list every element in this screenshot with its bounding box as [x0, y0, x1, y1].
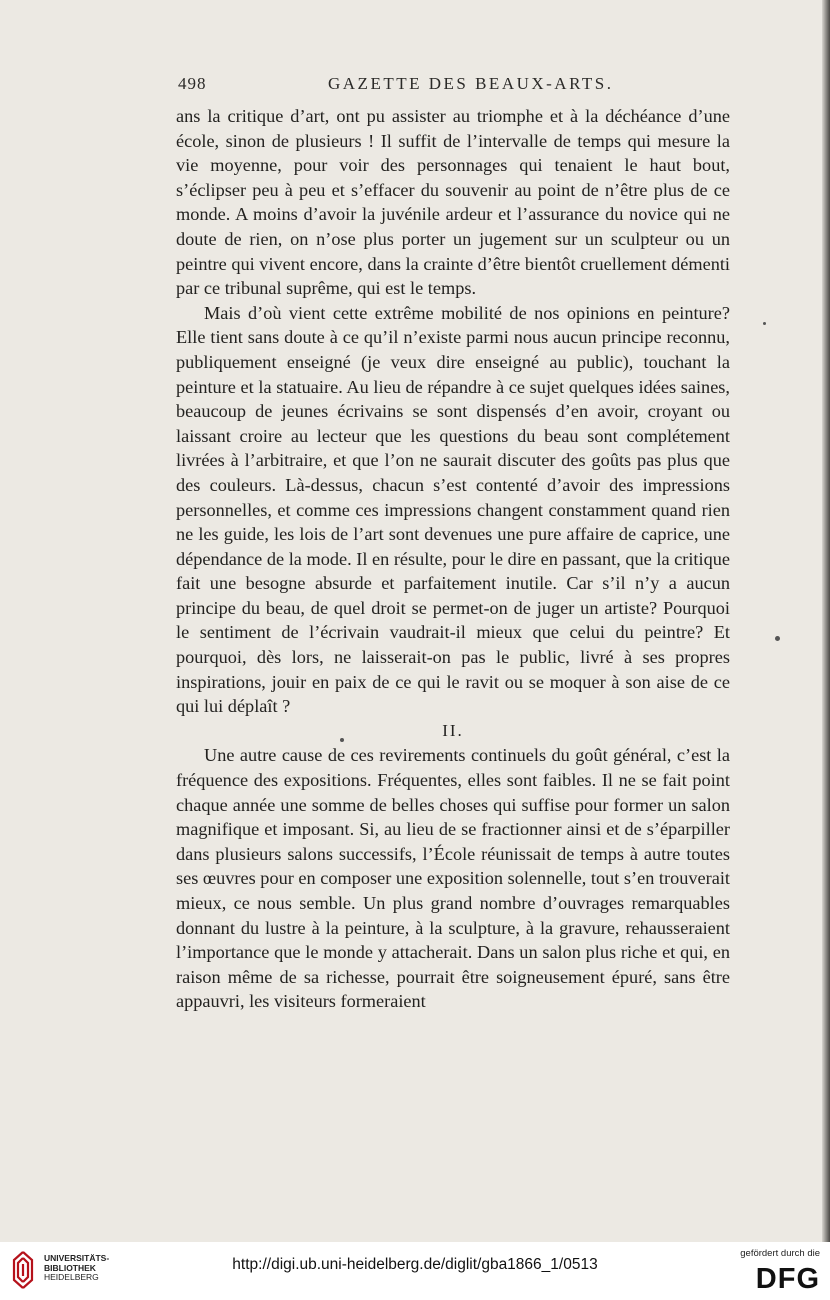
ink-speck — [775, 636, 780, 641]
paragraph-3: Une autre cause de ces revirements continuels du goût général, c’est la fréquence des expositions. Fréquentes, elles sont faibles. Il ne se fait point chaque année une somme de belles choses qui suffise pour former un salon magnifique et imposant. Si, au lieu de se fractionner ainsi et de s’éparpiller dans plusieurs salons successifs, l’École réunissait de temps à autre toutes ses œuvres pour en composer une exposition solennelle, tout s’en trouverait mieux, ce nous semble. Un plus grand nombre d’ouvrages remarquables donnant du lustre à la peinture, à la sculpture, à la gravure, rehausseraient l’importance que le monde y attacherait. Dans un salon plus riche et qui, en raison même de sa richesse, pourrait être soigneusement épuré, sans être appauvri, les visiteurs formeraient — [176, 745, 730, 1012]
dfg-logo: DFG — [755, 1263, 820, 1295]
scan-edge — [822, 0, 830, 1242]
page-header — [178, 74, 728, 96]
funding-caption: gefördert durch die — [740, 1248, 820, 1259]
ink-speck — [763, 322, 766, 325]
ink-speck — [340, 738, 344, 742]
paragraph-1: ans la critique d’art, ont pu assister au triomphe et à la déchéance d’une école, sinon de plusieurs ! Il suffit de l’intervalle de temps qui mesure la vie moyenne, pour voir des personnages qui tenaient le haut bout, s’éclipser peu à peu et s’effacer du souvenir au point de n’être plus de ce monde. A moins d’avoir la juvénile ardeur et l’assurance du novice qui ne doute de rien, on n’ose plus porter un jugement sur un sculpteur ou un peintre qui vivent encore, dans la crainte d’être bientôt cruellement démenti par ce tribunal suprême, qui est le temps. — [176, 106, 730, 299]
library-name-line: BIBLIOTHEK — [44, 1262, 96, 1273]
permalink-url[interactable]: http://digi.ub.uni-heidelberg.de/diglit/gba1866_1/0513 — [232, 1256, 598, 1273]
section-heading: II. — [442, 720, 464, 740]
library-name-line: HEIDELBERG — [44, 1272, 99, 1282]
article-body — [176, 104, 730, 1014]
footer-bar — [0, 1242, 830, 1300]
running-title: GAZETTE DES BEAUX-ARTS. — [328, 74, 614, 93]
paragraph-2: Mais d’où vient cette extrême mobilité de nos opinions en peinture? Elle tient sans doute à ce qu’il n’existe parmi nous aucun principe reconnu, publiquement enseigné (je veux dire enseigné au public), touchant la peinture et la statuaire. Au lieu de répandre à ce sujet quelques idées saines, beaucoup de jeunes écrivains se sont dispensés d’en avoir, croyant ou laissant croire au lecteur que les questions du beau sont complétement livrées à l’arbitraire, et que l’on ne saurait discuter des goûts pas plus que des couleurs. Là-dessus, chacun s’est contenté d’avoir des impressions personnelles, et comme ces impressions changent constamment quand rien ne les guide, les lois de l’art sont devenues une pure affaire de caprice, une dépendance de la mode. Il en résulte, pour le dire en passant, que la critique fait une besogne absurde et parfaitement inutile. Car s’il n’y a aucun principe du beau, de quel droit se permet-on de juger un artiste? Pourquoi le sentiment de l’écrivain vaudrait-il mieux que celui du peintre? Et pourquoi, dès lors, ne laisserait-on pas le public, livré à ses propres inspirations, jouir en paix de ce qui le ravit ou se moquer à son aise de ce qui lui déplaît ? — [176, 302, 730, 717]
library-name-line: UNIVERSITÄTS- — [44, 1253, 110, 1263]
page-number: 498 — [178, 74, 207, 93]
